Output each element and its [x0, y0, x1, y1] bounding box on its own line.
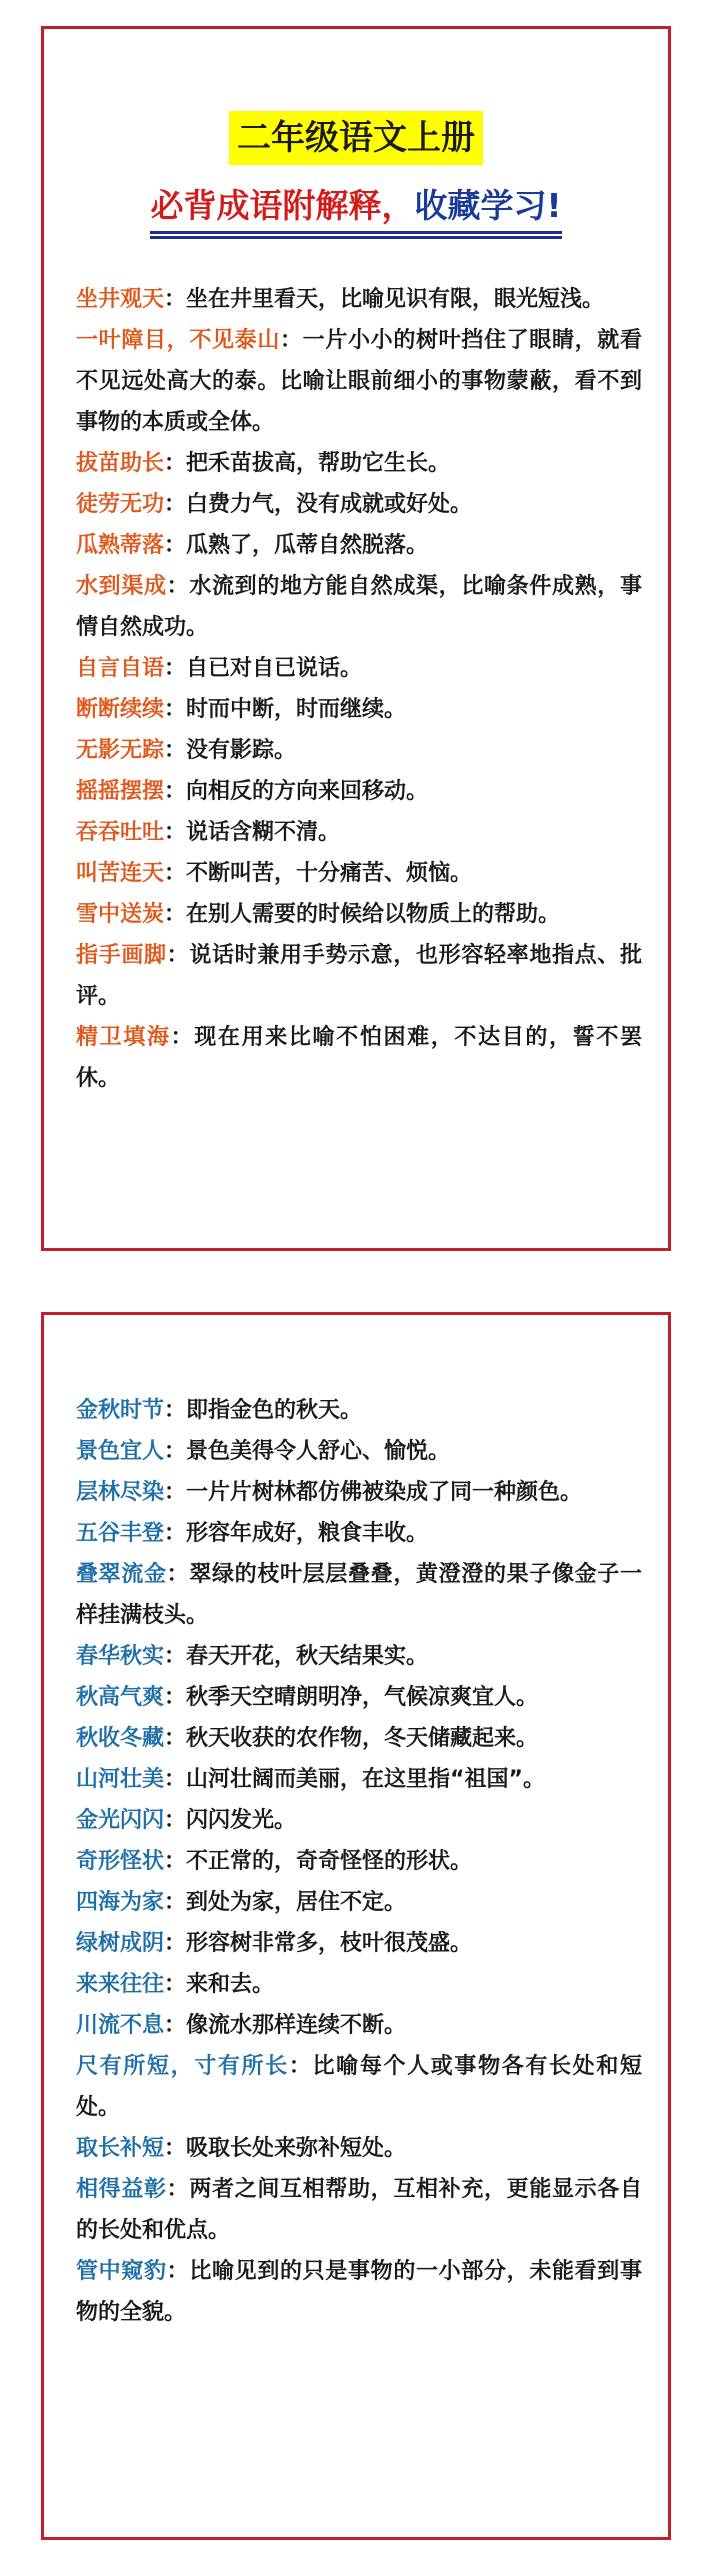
idiom-definition: 说话时兼用手势示意，也形容轻率地指点、批评。: [76, 943, 642, 1009]
title-wrap: [44, 111, 668, 165]
idiom-item: [76, 484, 642, 525]
idiom-definition: 把禾苗拔高，帮助它生长。: [186, 451, 451, 476]
idiom-item: [76, 1017, 642, 1099]
separator: ：: [166, 574, 190, 599]
idiom-term: 尺有所短，寸有所长: [76, 2054, 289, 2079]
idiom-item: [76, 1390, 642, 1431]
separator: ：: [164, 1521, 187, 1546]
idiom-term: 来来往往: [76, 1972, 165, 1997]
idiom-definition: 山河壮阔而美丽，在这里指“祖国”。: [186, 1767, 545, 1792]
separator: ：: [164, 1480, 187, 1505]
idiom-item: [76, 2005, 642, 2046]
idiom-item: [76, 730, 642, 771]
idiom-item: [76, 689, 642, 730]
idiom-definition: 翠绿的枝叶层层叠叠，黄澄澄的果子像金子一样挂满枝头。: [76, 1562, 642, 1628]
idiom-definition: 说话含糊不清。: [186, 820, 341, 845]
idiom-item: [76, 525, 642, 566]
separator: ：: [164, 2136, 187, 2161]
idiom-term: 层林尽染: [76, 1480, 165, 1505]
idiom-item: [76, 279, 642, 320]
idiom-term: 自言自语: [76, 656, 165, 681]
idiom-term: 景色宜人: [76, 1439, 165, 1464]
idiom-term: 相得益彰: [76, 2177, 167, 2202]
idiom-term: 吞吞吐吐: [76, 820, 165, 845]
idiom-item: [76, 1636, 642, 1677]
idiom-item: [76, 1882, 642, 1923]
idiom-definition: 比喻每个人或事物各有长处和短处。: [76, 2054, 642, 2120]
idiom-item: [76, 648, 642, 689]
idiom-item: [76, 894, 642, 935]
idiom-item: [76, 1923, 642, 1964]
idiom-item: [76, 1800, 642, 1841]
idiom-item: [76, 2128, 642, 2169]
idiom-term: 叫苦连天: [76, 861, 165, 886]
idiom-term: 坐井观天: [76, 287, 165, 312]
idiom-item: [76, 1554, 642, 1636]
idiom-item: [76, 1472, 642, 1513]
idiom-term: 金光闪闪: [76, 1808, 165, 1833]
idiom-term: 瓜熟蒂落: [76, 533, 165, 558]
idiom-definition: 形容年成好，粮食丰收。: [186, 1521, 429, 1546]
idiom-term: 金秋时节: [76, 1398, 165, 1423]
idiom-term: 拔苗助长: [76, 451, 165, 476]
separator: ：: [166, 943, 190, 968]
idiom-item: [76, 1718, 642, 1759]
separator: ：: [164, 820, 187, 845]
separator: ：: [170, 1025, 195, 1050]
separator: ：: [166, 2259, 190, 2284]
idiom-definition: 水流到的地方能自然成渠，比喻条件成熟，事情自然成功。: [76, 574, 642, 640]
idiom-term: 管中窥豹: [76, 2259, 167, 2284]
separator: ：: [279, 328, 303, 353]
idiom-term: 奇形怪状: [76, 1849, 165, 1874]
idiom-term: 五谷丰登: [76, 1521, 165, 1546]
idiom-definition: 到处为家，居住不定。: [186, 1890, 407, 1915]
idiom-definition: 现在用来比喻不怕困难，不达目的，誓不罢休。: [76, 1025, 642, 1091]
idiom-item: [76, 566, 642, 648]
idiom-definition: 自已对自已说话。: [186, 656, 363, 681]
idiom-definition: 吸取长处来弥补短处。: [186, 2136, 407, 2161]
idiom-term: 雪中送炭: [76, 902, 165, 927]
idiom-definition: 像流水那样连续不断。: [186, 2013, 407, 2038]
separator: ：: [164, 1398, 187, 1423]
idiom-term: 断断续续: [76, 697, 165, 722]
idiom-definition: 在别人需要的时候给以物质上的帮助。: [186, 902, 561, 927]
idiom-item: [76, 320, 642, 443]
idiom-definition: 来和去。: [186, 1972, 275, 1997]
idiom-item: [76, 771, 642, 812]
subtitle: [44, 183, 668, 239]
idiom-term: 徒劳无功: [76, 492, 165, 517]
separator: ：: [164, 779, 187, 804]
idiom-definition: 白费力气，没有成就或好处。: [186, 492, 473, 517]
idiom-term: 水到渠成: [76, 574, 167, 599]
idiom-item: [76, 1841, 642, 1882]
idiom-term: 叠翠流金: [76, 1562, 167, 1587]
separator: ：: [164, 1767, 187, 1792]
idiom-term: 指手画脚: [76, 943, 167, 968]
idiom-list-2: [76, 1390, 642, 2333]
idiom-term: 摇摇摆摆: [76, 779, 165, 804]
idiom-definition: 景色美得令人舒心、愉悦。: [186, 1439, 451, 1464]
separator: ：: [164, 902, 187, 927]
idiom-term: 秋收冬藏: [76, 1726, 165, 1751]
idiom-item: [76, 812, 642, 853]
idiom-definition: 不断叫苦，十分痛苦、烦恼。: [186, 861, 473, 886]
idiom-term: 精卫填海: [76, 1025, 171, 1050]
idiom-term: 取长补短: [76, 2136, 165, 2161]
idiom-term: 四海为家: [76, 1890, 165, 1915]
idiom-definition: 秋天收获的农作物，冬天储藏起来。: [186, 1726, 539, 1751]
idiom-term: 无影无踪: [76, 738, 165, 763]
idiom-definition: 闪闪发光。: [186, 1808, 297, 1833]
idiom-term: 川流不息: [76, 2013, 165, 2038]
separator: ：: [164, 861, 187, 886]
separator: ：: [164, 1972, 187, 1997]
separator: ：: [164, 1931, 187, 1956]
idiom-term: 秋高气爽: [76, 1685, 165, 1710]
idiom-item: [76, 2251, 642, 2333]
separator: ：: [164, 1808, 187, 1833]
page-title: 二年级语文上册: [229, 111, 483, 165]
idiom-item: [76, 443, 642, 484]
separator: ：: [164, 656, 187, 681]
idiom-card-2: [41, 1312, 671, 2540]
idiom-definition: 一片片树林都仿佛被染成了同一种颜色。: [186, 1480, 583, 1505]
subtitle-red: 必背成语附解释，: [150, 183, 414, 234]
separator: ：: [164, 1890, 187, 1915]
idiom-definition: 瓜熟了，瓜蒂自然脱落。: [186, 533, 429, 558]
separator: ：: [288, 2054, 313, 2079]
idiom-item: [76, 1513, 642, 1554]
subtitle-underline: [150, 183, 561, 239]
idiom-term: 山河壮美: [76, 1767, 165, 1792]
separator: ：: [164, 492, 187, 517]
separator: ：: [164, 1685, 187, 1710]
idiom-item: [76, 1964, 642, 2005]
idiom-item: [76, 853, 642, 894]
separator: ：: [164, 1726, 187, 1751]
idiom-definition: 春天开花，秋天结果实。: [186, 1644, 429, 1669]
separator: ：: [164, 1644, 187, 1669]
idiom-list-1: [76, 279, 642, 1099]
idiom-term: 一叶障目，不见泰山: [76, 328, 280, 353]
separator: ：: [164, 697, 187, 722]
idiom-definition: 向相反的方向来回移动。: [186, 779, 429, 804]
idiom-item: [76, 2169, 642, 2251]
separator: ：: [166, 1562, 190, 1587]
idiom-definition: 秋季天空晴朗明净，气候凉爽宜人。: [186, 1685, 539, 1710]
separator: ：: [164, 1849, 187, 1874]
separator: ：: [164, 738, 187, 763]
separator: ：: [164, 533, 187, 558]
subtitle-blue: 收藏学习!: [414, 183, 561, 234]
idiom-definition: 即指金色的秋天。: [186, 1398, 363, 1423]
separator: ：: [164, 287, 187, 312]
idiom-definition: 没有影踪。: [186, 738, 297, 763]
separator: ：: [164, 2013, 187, 2038]
idiom-definition: 形容树非常多，枝叶很茂盛。: [186, 1931, 473, 1956]
idiom-item: [76, 1431, 642, 1472]
separator: ：: [164, 451, 187, 476]
idiom-definition: 一片小小的树叶挡住了眼睛，就看不见远处高大的泰。比喻让眼前细小的事物蒙蔽，看不到事物的本质或全体。: [76, 328, 642, 435]
separator: ：: [164, 1439, 187, 1464]
idiom-definition: 时而中断，时而继续。: [186, 697, 407, 722]
idiom-definition: 不正常的，奇奇怪怪的形状。: [186, 1849, 473, 1874]
idiom-definition: 坐在井里看天，比喻见识有限，眼光短浅。: [186, 287, 605, 312]
idiom-term: 春华秋实: [76, 1644, 165, 1669]
idiom-item: [76, 1677, 642, 1718]
idiom-item: [76, 935, 642, 1017]
idiom-definition: 比喻见到的只是事物的一小部分，未能看到事物的全貌。: [76, 2259, 642, 2325]
idiom-item: [76, 2046, 642, 2128]
idiom-item: [76, 1759, 642, 1800]
idiom-card-1: [41, 26, 671, 1251]
idiom-definition: 两者之间互相帮助，互相补充，更能显示各自的长处和优点。: [76, 2177, 642, 2243]
idiom-term: 绿树成阴: [76, 1931, 165, 1956]
separator: ：: [166, 2177, 190, 2202]
